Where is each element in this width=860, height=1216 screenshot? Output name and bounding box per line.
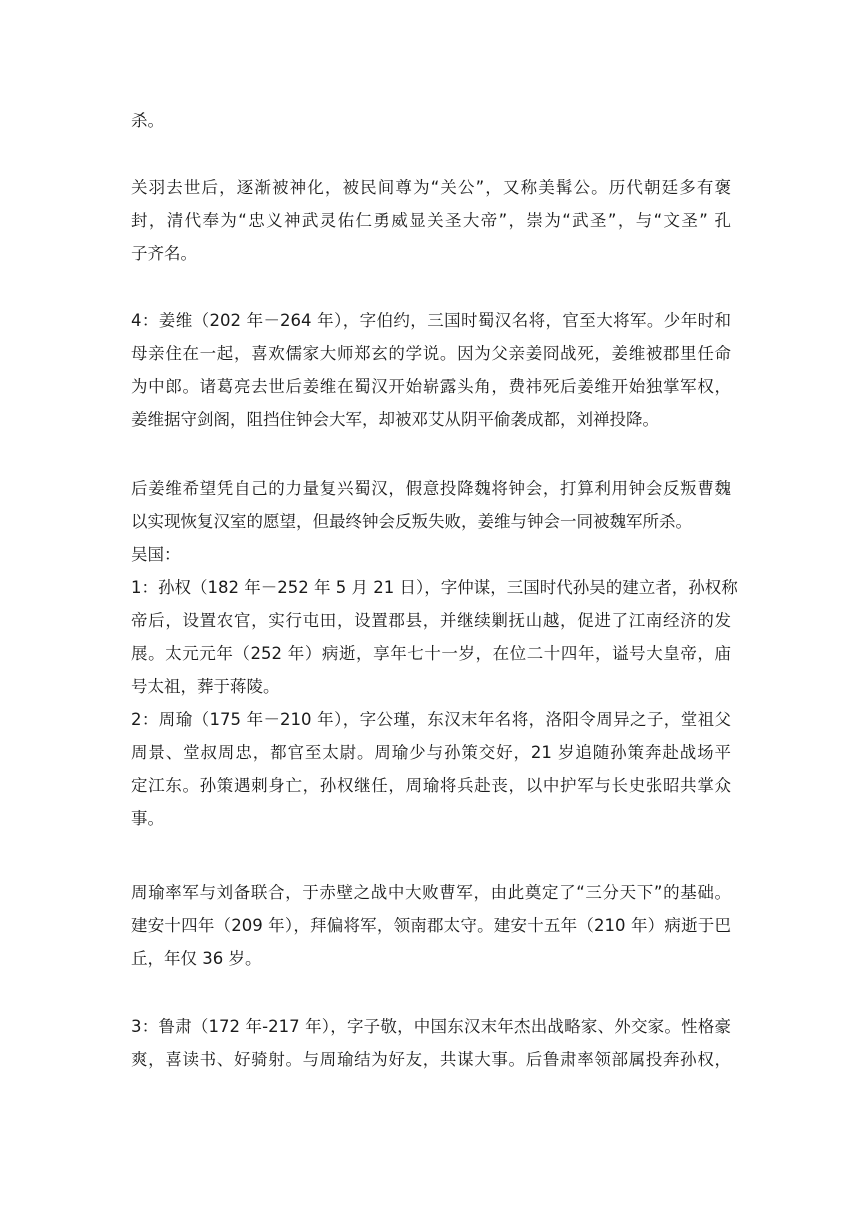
text-line: 后姜维希望凭自己的力量复兴蜀汉，假意投降魏将钟会，打算利用钟会反叛曹魏 [131,479,731,498]
paragraph-guanyu [131,171,731,270]
text-line: 3：鲁肃（172 年-217 年），字子敬，中国东汉末年杰出战略家、外交家。性格豪 [131,1017,731,1036]
text-line: 姜维据守剑阁，阻挡住钟会大军，却被邓艾从阴平偷袭成都，刘禅投降。 [131,410,659,429]
text-line: 2：周瑜（175 年－210 年），字公瑾，东汉末年名将，洛阳令周异之子，堂祖父 [131,710,731,729]
text-line: 丘，年仅 36 岁。 [131,949,262,968]
text-line: 爽，喜读书、好骑射。与周瑜结为好友，共谋大事。后鲁肃率领部属投奔孙权， [131,1050,731,1069]
text-line: 关羽去世后，逐渐被神化，被民间尊为“关公”，又称美髯公。历代朝廷多有褒 [131,178,731,197]
paragraph-end-fragment [131,104,731,137]
paragraph-wu-kingdom [131,472,738,835]
text-line: 母亲住在一起，喜欢儒家大师郑玄的学说。因为父亲姜冏战死，姜维被郡里任命 [131,344,731,363]
text-line: 展。太元元年（252 年）病逝，享年七十一岁，在位二十四年，谥号大皇帝，庙 [131,644,731,663]
paragraph-jiangwei [131,304,731,436]
paragraph-lusu [131,1010,731,1076]
text-line: 周景、堂叔周忠，都官至太尉。周瑜少与孙策交好，21 岁追随孙策奔赴战场平 [131,743,731,762]
text-line: 号太祖，葬于蒋陵。 [131,677,280,696]
text-line: 周瑜率军与刘备联合，于赤壁之战中大败曹军，由此奠定了“三分天下”的基础。 [131,883,731,902]
paragraph-zhouyu [131,876,731,975]
text-line: 建安十四年（209 年），拜偏将军，领南郡太守。建安十五年（210 年）病逝于巴 [131,916,731,935]
text-line: 杀。 [131,111,164,130]
text-line: 以实现恢复汉室的愿望，但最终钟会反叛失败，姜维与钟会一同被魏军所杀。 [131,512,692,531]
text-line: 事。 [131,809,164,828]
text-line: 定江东。孙策遇刺身亡，孙权继任，周瑜将兵赴丧，以中护军与长史张昭共掌众 [131,776,731,795]
text-line: 1：孙权（182 年－252 年 5 月 21 日），字仲谋，三国时代孙吴的建立者，孙权称 [131,578,738,597]
text-line: 帝后，设置农官，实行屯田，设置郡县，并继续剿抚山越，促进了江南经济的发 [131,611,731,630]
section-heading: 吴国： [131,545,181,564]
text-line: 4：姜维（202 年－264 年），字伯约，三国时蜀汉名将，官至大将军。少年时和 [131,311,731,330]
text-line: 封，清代奉为“忠义神武灵佑仁勇威显关圣大帝”，崇为“武圣”，与“文圣” 孔 [131,211,731,230]
text-line: 子齐名。 [131,244,197,263]
text-line: 为中郎。诸葛亮去世后姜维在蜀汉开始崭露头角，费祎死后姜维开始独掌军权， [131,377,731,396]
